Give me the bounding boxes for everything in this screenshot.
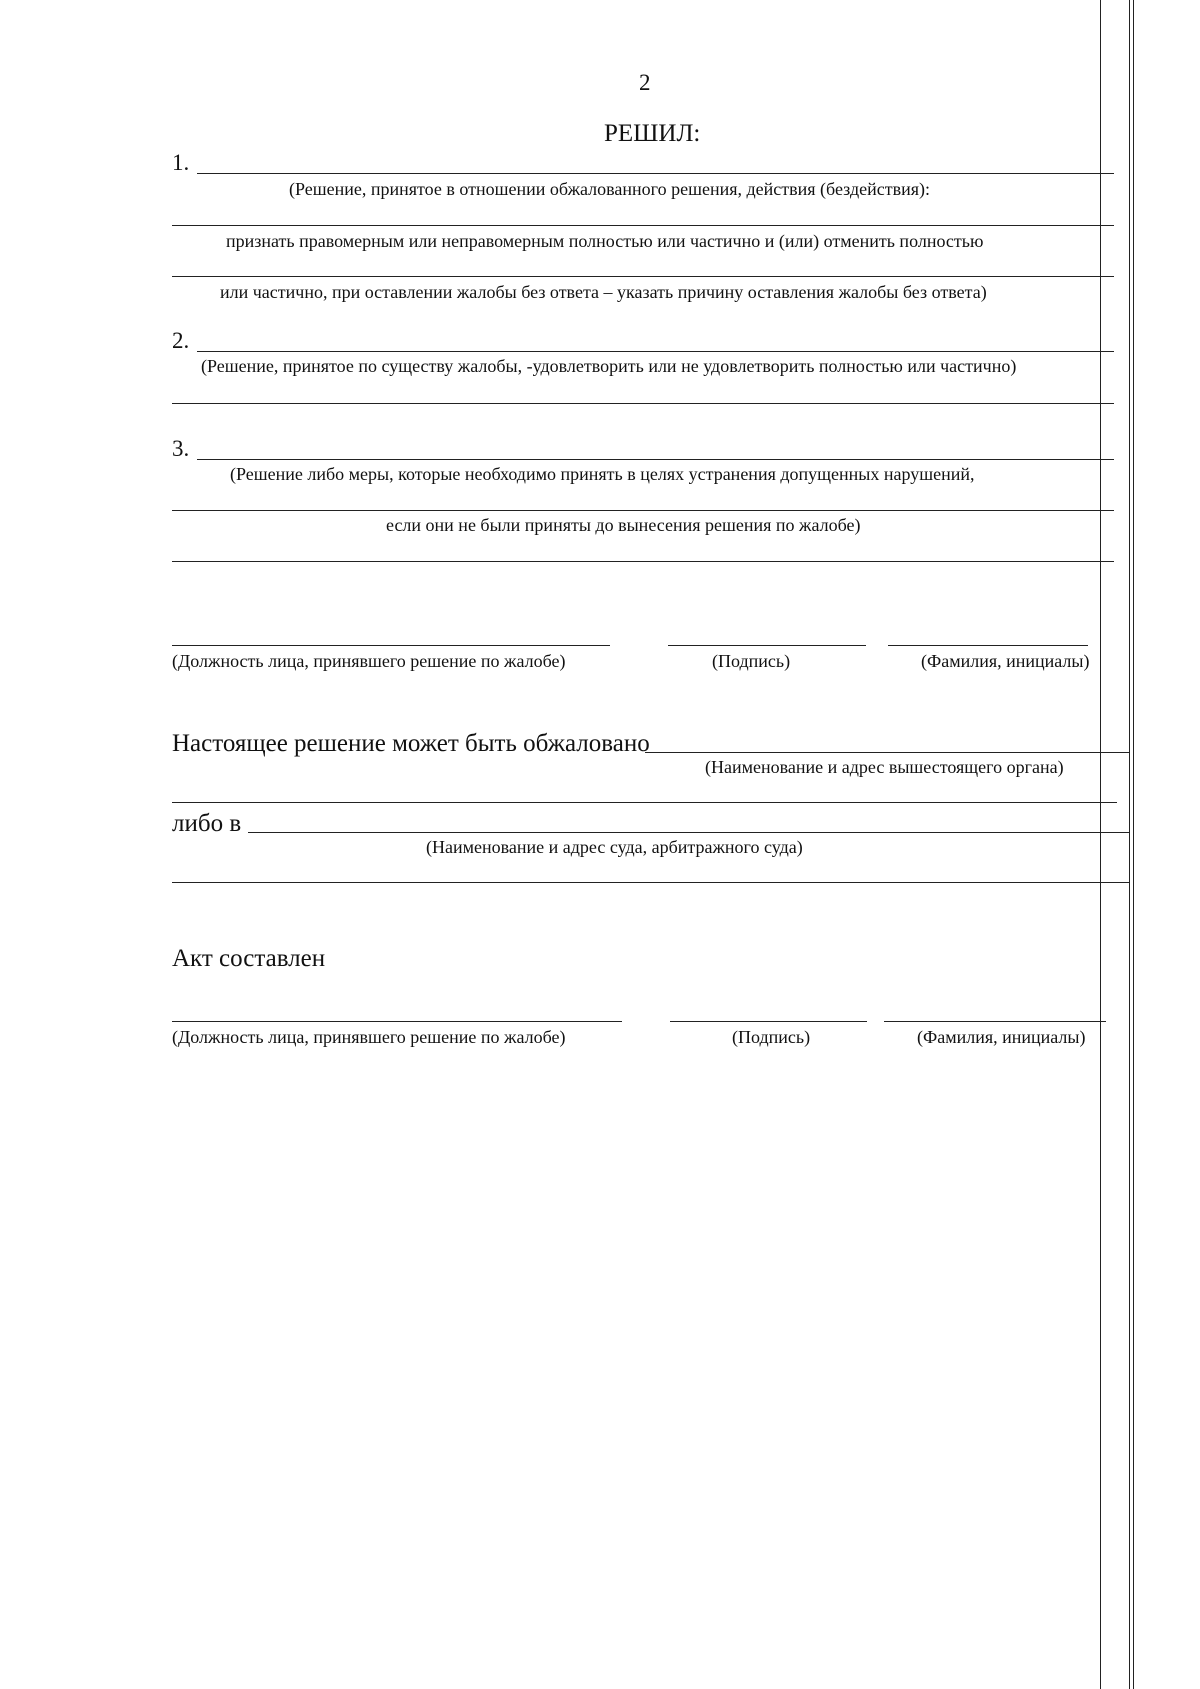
sig1-name-caption: (Фамилия, инициалы) xyxy=(921,651,1090,671)
sig2-signature-caption: (Подпись) xyxy=(732,1027,811,1047)
appeal-court-caption: (Наименование и адрес суда, арбитражного суда) xyxy=(426,837,803,857)
item-2-field-line-2[interactable] xyxy=(172,403,1114,404)
item-1-field-line-1[interactable] xyxy=(197,173,1114,174)
item-1-field-line-3[interactable] xyxy=(172,276,1114,277)
item-1-caption-2: признать правомерным или неправомерным полностью или частично и (или) отменить полностью xyxy=(226,231,984,251)
appeal-higher-body-line[interactable] xyxy=(645,752,1130,753)
sig2-position-caption: (Должность лица, принявшего решение по жалобе) xyxy=(172,1027,566,1047)
sig2-name-caption: (Фамилия, инициалы) xyxy=(917,1027,1086,1047)
appeal-text: Настоящее решение может быть обжаловано xyxy=(172,730,650,757)
sig2-position-line[interactable] xyxy=(172,1021,622,1022)
page-heading: РЕШИЛ: xyxy=(604,120,701,147)
sig2-signature-line[interactable] xyxy=(670,1021,867,1022)
item-1-caption-3: или частично, при оставлении жалобы без ответа – указать причину оставления жалобы без ответа) xyxy=(220,282,987,302)
scan-border-line-3 xyxy=(1133,0,1134,1689)
item-3-field-line-1[interactable] xyxy=(197,459,1114,460)
item-2-number: 2. xyxy=(172,328,190,353)
item-3-field-line-2[interactable] xyxy=(172,510,1114,511)
appeal-or-label: либо в xyxy=(172,810,242,837)
scan-border-line-1 xyxy=(1100,0,1101,1689)
item-3-caption-2: если они не были приняты до вынесения решения по жалобе) xyxy=(386,515,861,535)
act-label: Акт составлен xyxy=(172,945,326,972)
sig1-position-line[interactable] xyxy=(172,645,610,646)
sig1-name-line[interactable] xyxy=(888,645,1088,646)
sig1-signature-caption: (Подпись) xyxy=(712,651,791,671)
item-1-number: 1. xyxy=(172,150,190,175)
appeal-court-line-2[interactable] xyxy=(172,882,1130,883)
item-1-field-line-2[interactable] xyxy=(172,225,1114,226)
sig1-signature-line[interactable] xyxy=(668,645,866,646)
appeal-higher-body-line-2[interactable] xyxy=(172,802,1117,803)
item-2-field-line-1[interactable] xyxy=(197,351,1114,352)
appeal-higher-body-caption: (Наименование и адрес вышестоящего органа) xyxy=(705,757,1064,777)
appeal-court-line[interactable] xyxy=(248,832,1130,833)
scan-border-line-2 xyxy=(1129,0,1130,1689)
item-3-caption-1: (Решение либо меры, которые необходимо принять в целях устранения допущенных нарушений, xyxy=(230,464,975,484)
item-3-field-line-3[interactable] xyxy=(172,561,1114,562)
sig2-name-line[interactable] xyxy=(884,1021,1106,1022)
sig1-position-caption: (Должность лица, принявшего решение по жалобе) xyxy=(172,651,566,671)
item-1-caption-1: (Решение, принятое в отношении обжалованного решения, действия (бездействия): xyxy=(289,179,930,199)
page-number: 2 xyxy=(639,70,651,95)
item-3-number: 3. xyxy=(172,436,190,461)
item-2-caption-1: (Решение, принятое по существу жалобы, -удовлетворить или не удовлетворить полностью или частично) xyxy=(201,356,1017,376)
